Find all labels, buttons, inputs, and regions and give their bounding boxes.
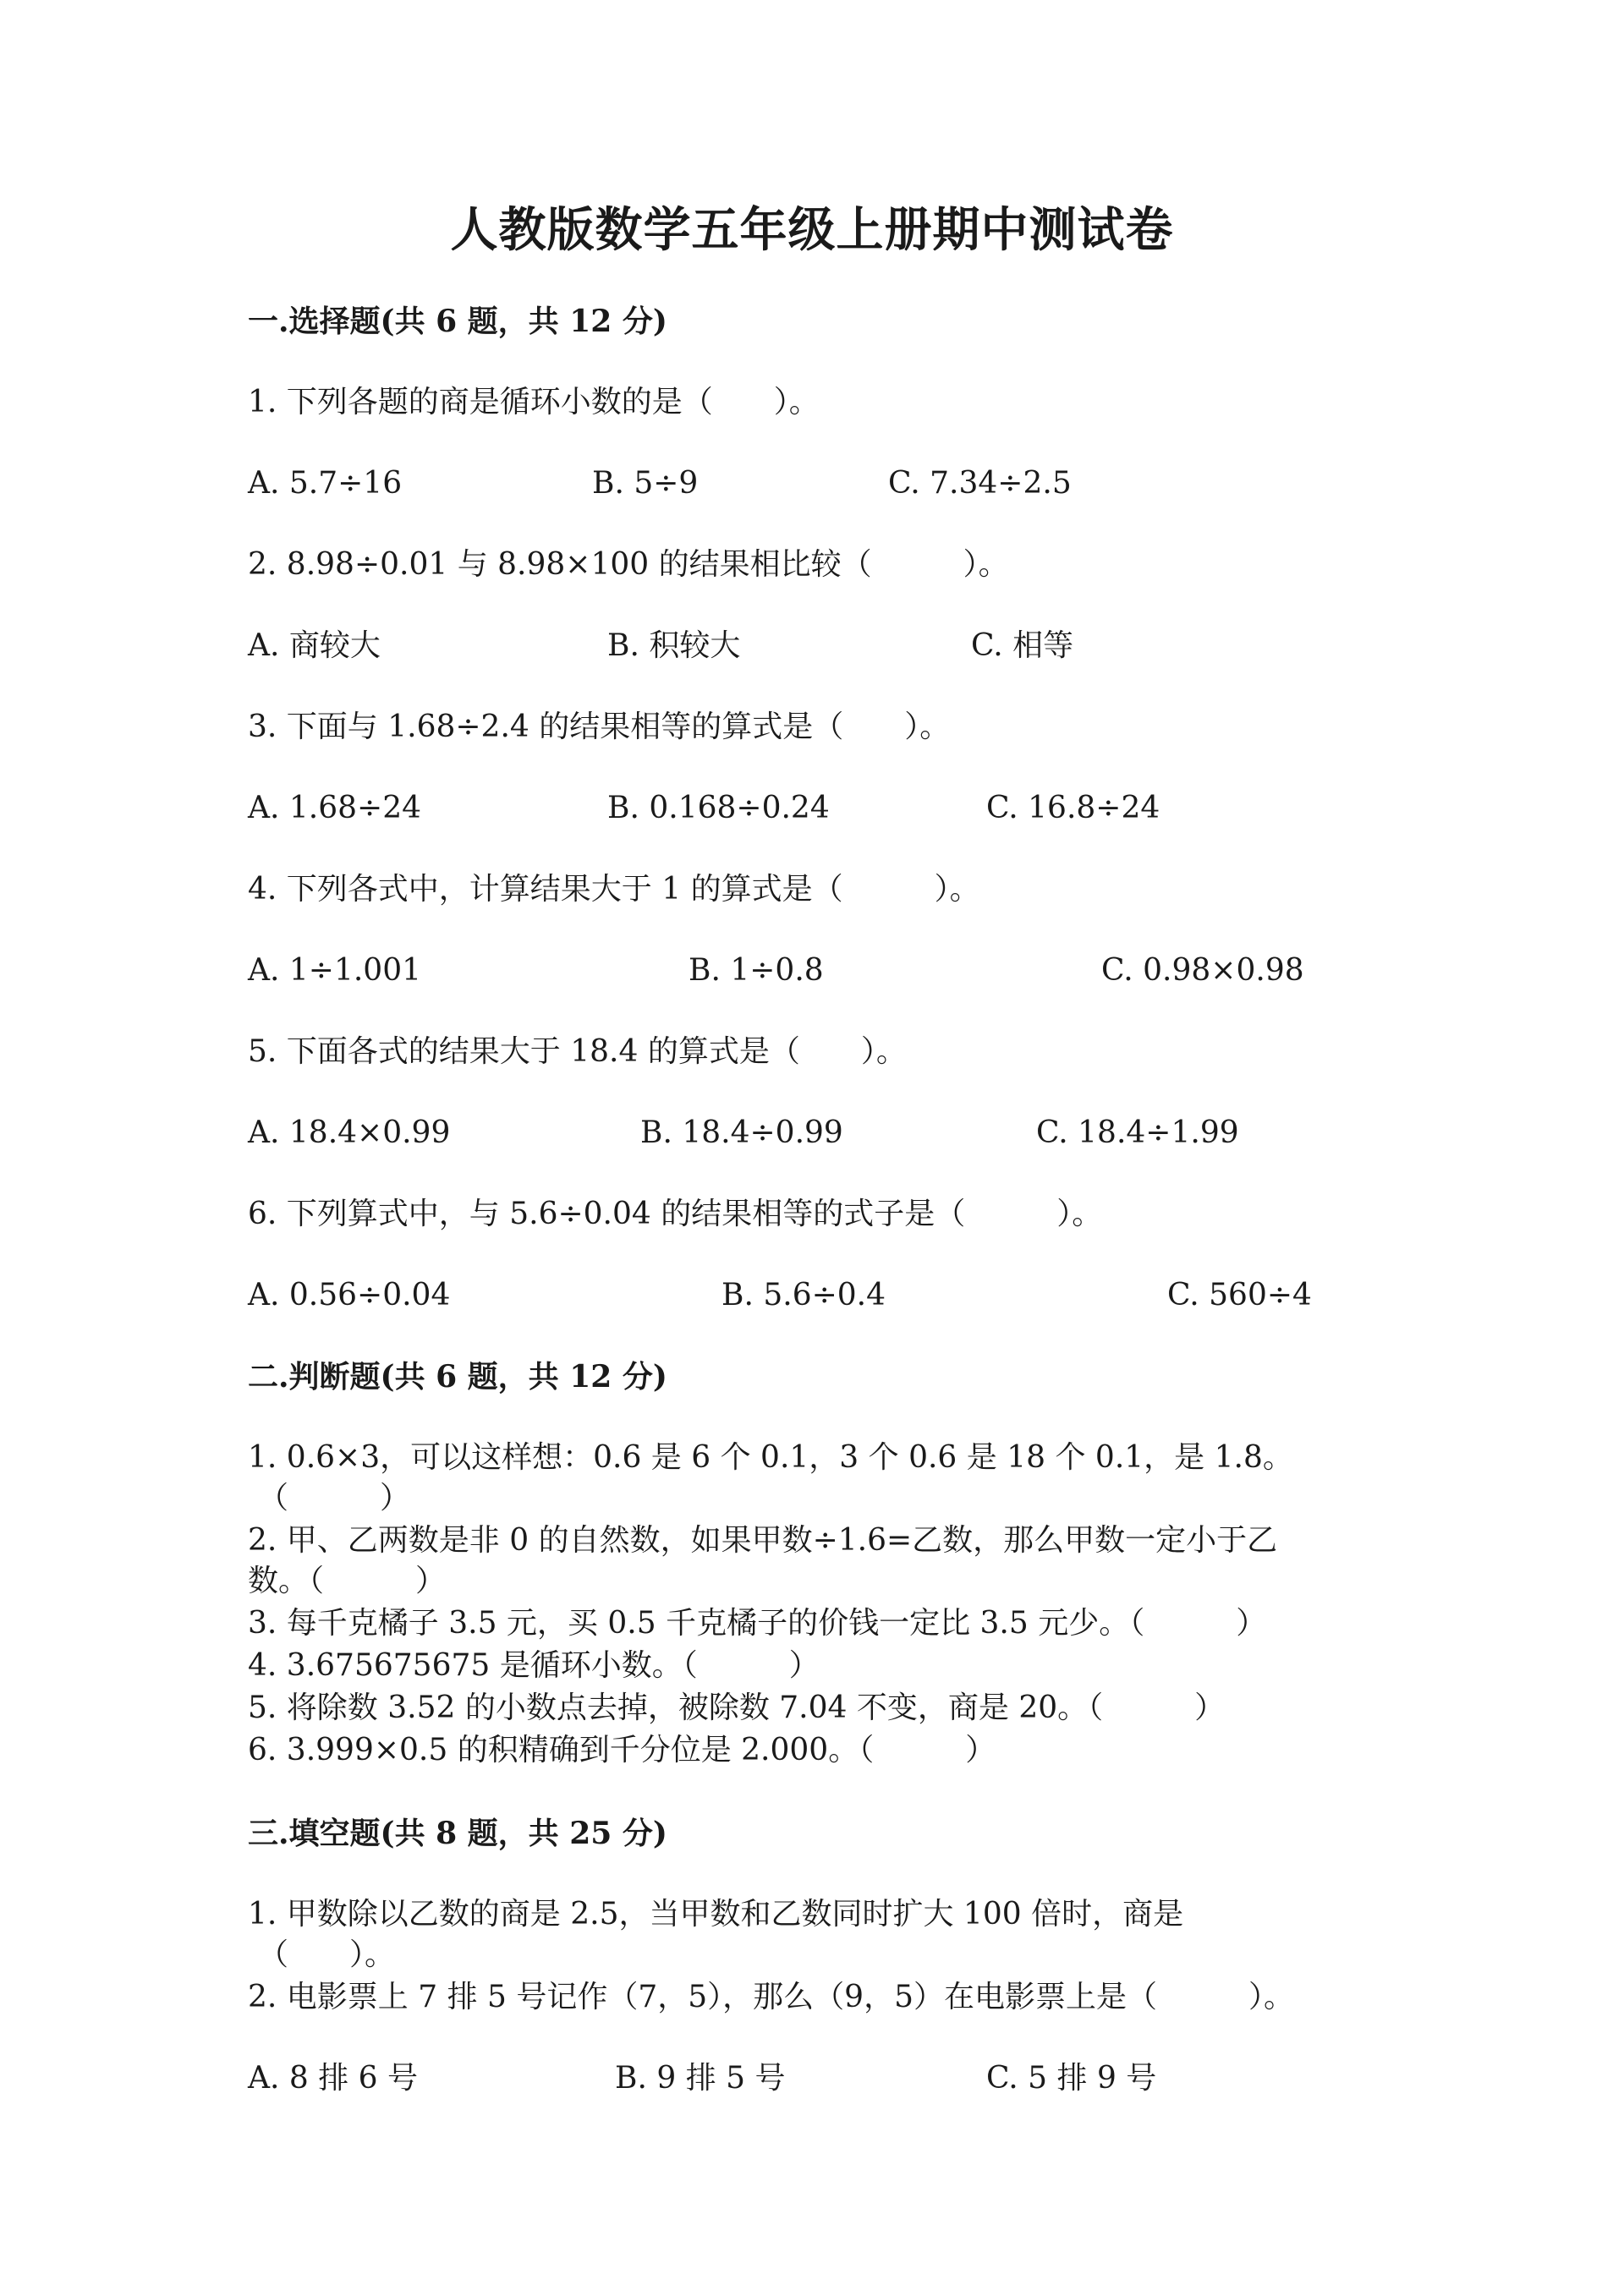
option-c: C. 5 排 9 号 [986, 2061, 1157, 2096]
section-heading-choice: 一.选择题(共 6 题，共 12 分) [248, 304, 667, 339]
question-stem: 1. 下列各题的商是循环小数的是（ ）。 [248, 385, 820, 419]
judgement-line: 2. 甲、乙两数是非 0 的自然数，如果甲数÷1.6=乙数，那么甲数一定小于乙 [248, 1523, 1278, 1558]
judgement-line: 4. 3.675675675 是循环小数。（ ） [248, 1648, 820, 1683]
fill-line: 1. 甲数除以乙数的商是 2.5，当甲数和乙数同时扩大 100 倍时，商是 [248, 1897, 1184, 1932]
judgement-line: （ ） [258, 1481, 411, 1515]
judgement-line: 5. 将除数 3.52 的小数点去掉，被除数 7.04 不变，商是 20。（ ） [248, 1690, 1226, 1725]
question-stem: 5. 下面各式的结果大于 18.4 的算式是（ ）。 [248, 1034, 907, 1069]
option-c: C. 16.8÷24 [986, 791, 1160, 825]
judgement-line: 数。（ ） [248, 1564, 447, 1598]
option-b: B. 积较大 [607, 628, 741, 663]
option-a: A. 商较大 [248, 628, 381, 663]
option-a: A. 1÷1.001 [248, 953, 422, 988]
question-stem: 2. 8.98÷0.01 与 8.98×100 的结果相比较（ ）。 [248, 547, 1009, 582]
section-heading-fill-blank: 三.填空题(共 8 题，共 25 分) [248, 1816, 667, 1851]
judgement-line: 6. 3.999×0.5 的积精确到千分位是 2.000。（ ） [248, 1733, 996, 1767]
option-a: A. 8 排 6 号 [248, 2061, 419, 2096]
judgement-line: 1. 0.6×3，可以这样想：0.6 是 6 个 0.1，3 个 0.6 是 18 个 0.1，是 1.8。 [248, 1440, 1293, 1475]
option-b: B. 18.4÷0.99 [640, 1115, 843, 1150]
option-b: B. 0.168÷0.24 [607, 791, 830, 825]
fill-line: （ ）。 [258, 1937, 396, 1972]
option-b: B. 5÷9 [592, 466, 699, 501]
option-b: B. 9 排 5 号 [615, 2061, 786, 2096]
option-b: B. 5.6÷0.4 [721, 1278, 886, 1312]
option-a: A. 1.68÷24 [248, 791, 422, 825]
judgement-line: 3. 每千克橘子 3.5 元，买 0.5 千克橘子的价钱一定比 3.5 元少。（ ） [248, 1606, 1267, 1641]
fill-line: 2. 电影票上 7 排 5 号记作（7，5），那么（9，5）在电影票上是（ ）。 [248, 1980, 1294, 2014]
section-heading-judgement: 二.判断题(共 6 题，共 12 分) [248, 1359, 667, 1395]
option-c: C. 18.4÷1.99 [1036, 1115, 1239, 1150]
question-stem: 4. 下列各式中，计算结果大于 1 的算式是（ ）。 [248, 872, 980, 907]
option-c: C. 7.34÷2.5 [888, 466, 1072, 501]
question-stem: 6. 下列算式中，与 5.6÷0.04 的结果相等的式子是（ ）。 [248, 1197, 1103, 1231]
option-a: A. 18.4×0.99 [248, 1115, 451, 1150]
option-a: A. 5.7÷16 [248, 466, 403, 501]
option-b: B. 1÷0.8 [689, 953, 824, 988]
option-c: C. 相等 [971, 628, 1074, 663]
option-c: C. 0.98×0.98 [1101, 953, 1304, 988]
option-c: C. 560÷4 [1167, 1278, 1312, 1312]
page-title: 人教版数学五年级上册期中测试卷 [450, 202, 1174, 258]
option-a: A. 0.56÷0.04 [248, 1278, 451, 1312]
question-stem: 3. 下面与 1.68÷2.4 的结果相等的算式是（ ）。 [248, 710, 951, 744]
